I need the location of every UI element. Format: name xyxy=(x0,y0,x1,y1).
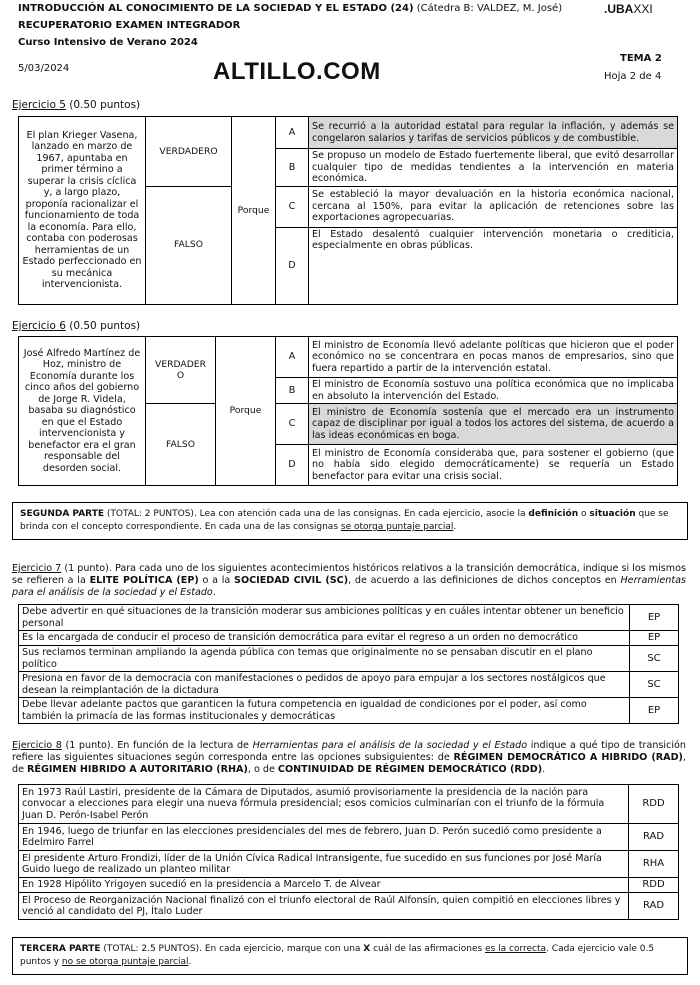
ex8-intro-2: indique a qué tipo de transición refiere las siguientes situaciones según corresponda entre las opciones subsiguientes: de xyxy=(12,740,686,763)
part3-underlined-1: es la correcta xyxy=(485,944,547,954)
course-title-bold: INTRODUCCIÓN AL CONOCIMIENTO DE LA SOCIEDAD Y EL ESTADO (24) xyxy=(18,3,414,14)
ex5-option-c[interactable]: Se estableció la mayor devaluación en la historia económica nacional, cercana al 150%, para evitar la aplicación de retenciones sobre las exportaciones agropecuarias. xyxy=(309,186,678,227)
ex7-intro-3: , de acuerdo a las definiciones de dichos conceptos en xyxy=(348,575,621,586)
page-indicator: Hoja 2 de 4 xyxy=(604,71,662,82)
watermark-logo: ALTILLO.COM xyxy=(213,58,381,85)
ex8-bold-rha: RÉGIMEN HIBRIDO A AUTORITARIO (RHA) xyxy=(27,764,248,775)
ex8-row-2-text: En 1946, luego de triunfar en las elecciones presidenciales del mes de febrero, Juan D. Perón sucedió como presidente a Edelmiro Farrel xyxy=(19,824,629,851)
part3-text-1: (TOTAL: 2.5 PUNTOS). En cada ejercicio, marque con una xyxy=(100,944,364,954)
ex8-row-1-answer[interactable]: RDD xyxy=(629,785,679,824)
ex8-row-3-answer[interactable]: RHA xyxy=(629,851,679,878)
ex5-letter-d[interactable]: D xyxy=(276,227,309,304)
ex6-letter-d[interactable]: D xyxy=(276,445,309,486)
ex5-letter-c[interactable]: C xyxy=(276,186,309,227)
part2-underlined: se otorga puntaje parcial xyxy=(340,522,454,532)
ex5-option-a[interactable]: Se recurrió a la autoridad estatal para regular la inflación, y además se congelaron salarios y tarifas de servicios públicos y de combustible. xyxy=(309,117,678,149)
ex8-book-title: Herramientas para el análisis de la sociedad y el Estado xyxy=(252,740,528,751)
ex7-intro-2: o a la xyxy=(198,575,235,586)
ex6-question: José Alfredo Martínez de Hoz, ministro de Economía durante los cinco años del gobierno de Jorge R. Videla, basaba su diagnóstico en que el Estado intervencionista y benefactor era el gran responsable del desorden social. xyxy=(19,337,146,486)
ex8-table xyxy=(18,784,679,920)
ex8-title: Ejercicio 8 xyxy=(12,740,62,751)
ex7-row-2-answer[interactable]: EP xyxy=(630,631,679,646)
ex8-intro-1: (1 punto). En función de la lectura de xyxy=(61,740,253,751)
ex5-letter-b[interactable]: B xyxy=(276,149,309,187)
ex6-letter-b[interactable]: B xyxy=(276,378,309,404)
ex7-row-4-answer[interactable]: SC xyxy=(630,672,679,698)
uba-logo-xxi: XXI xyxy=(633,2,653,16)
part2-text-3: que se brinda con el concepto correspondiente. En cada una de las consignas xyxy=(20,509,669,532)
ex5-table xyxy=(18,116,678,305)
course-term: Curso Intensivo de Verano 2024 xyxy=(18,37,198,48)
ex7-intro xyxy=(12,563,686,599)
ex6-letter-c[interactable]: C xyxy=(276,404,309,445)
part3-instructions xyxy=(12,937,688,975)
ex6-title-label: Ejercicio 6 xyxy=(12,320,66,332)
ex5-letter-a[interactable]: A xyxy=(276,117,309,149)
part2-title: SEGUNDA PARTE xyxy=(20,509,104,519)
ex8-bold-rad: RÉGIMEN DEMOCRÁTICO A HIBRIDO (RAD) xyxy=(453,752,683,763)
part3-title: TERCERA PARTE xyxy=(20,944,101,954)
ex5-true-option[interactable]: VERDADERO xyxy=(146,117,232,187)
ex7-row-1-answer[interactable]: EP xyxy=(630,605,679,631)
ex5-option-b[interactable]: Se propuso un modelo de Estado fuertemente liberal, que evitó desarrollar cualquier tipo de medidas tendientes a la intervención en materia económica. xyxy=(309,149,678,187)
part3-text-4: . xyxy=(188,957,192,967)
part3-text-3: . Cada ejercicio vale 0.5 puntos y xyxy=(20,944,655,967)
ex8-row-4-text: En 1928 Hipólito Yrigoyen sucedió en la presidencia a Marcelo T. de Alvear xyxy=(19,878,629,893)
ex8-row-5-answer[interactable]: RAD xyxy=(629,893,679,920)
ex7-intro-1: (1 punto). Para cada uno de los siguientes acontecimientos históricos relativos a la transición democrática, indique si los mismos se refieren a la xyxy=(12,563,686,586)
ex5-question: El plan Krieger Vasena, lanzado en marzo de 1967, apuntaba en primer término a superar la crisis cíclica y, a largo plazo, proponía racionalizar el funcionamiento de toda la economía. Para ello, contaba con poderosas herramientas de un Estado perfeccionado en su mecánica intervencionista. xyxy=(19,117,146,305)
part2-bold-2: situación xyxy=(589,509,636,519)
ex8-row-1-text: En 1973 Raúl Lastiri, presidente de la Cámara de Diputados, asumió provisoriamente la presidencia de la nación para convocar a elecciones para elegir una nueva fórmula presidencial; esos comicios culminarían con el triunfo de la fórmula Juan D. Perón-Isabel Perón xyxy=(19,785,629,824)
part2-bold-1: definición xyxy=(528,509,579,519)
ex5-points: (0.50 puntos) xyxy=(65,99,141,111)
ex7-bold-ep: ELITE POLÍTICA (EP) xyxy=(89,575,199,586)
ex7-intro-4: . xyxy=(212,587,216,598)
course-title xyxy=(18,2,578,16)
ex6-porque: Porque xyxy=(216,337,276,486)
ex6-option-a[interactable]: El ministro de Economía llevó adelante políticas que hicieron que el poder económico no se concentrara en pocas manos de empresarios, sino que fuera repartido a partir de la intervención estatal. xyxy=(309,337,678,378)
ex6-option-c[interactable]: El ministro de Economía sostenía que el mercado era un instrumento capaz de disciplinar por igual a todos los actores del sistema, de acuerdo a las ideas económicas en boga. xyxy=(309,404,678,445)
ex5-title xyxy=(12,99,140,111)
ex8-row-4-answer[interactable]: RDD xyxy=(629,878,679,893)
part3-underlined-2: no se otorga puntaje parcial xyxy=(61,957,189,967)
ex6-option-d[interactable]: El ministro de Economía consideraba que, para sostener el gobierno (que no había sido elegido democráticamente) se requería un Estado benefactor para evitar una crisis social. xyxy=(309,445,678,486)
ex7-row-5-text: Debe llevar adelante pactos que garanticen la futura competencia en igualdad de condiciones por el poder, así como también la primacía de las formas institucionales y democráticas xyxy=(19,698,630,724)
ex8-row-2-answer[interactable]: RAD xyxy=(629,824,679,851)
ex6-points: (0.50 puntos) xyxy=(65,320,141,332)
part3-text-2: cuál de las afirmaciones xyxy=(370,944,486,954)
ex5-title-label: Ejercicio 5 xyxy=(12,99,66,111)
ex8-row-5-text: El Proceso de Reorganización Nacional finalizó con el triunfo electoral de Raúl Alfonsín, quien compitió en elecciones libres y venció al candidato del PJ, Ítalo Luder xyxy=(19,893,629,920)
ex8-intro-5: . xyxy=(542,764,546,775)
ex6-title xyxy=(12,320,140,332)
ex7-row-4-text: Presiona en favor de la democracia con manifestaciones o pedidos de apoyo para empujar a los sectores nostálgicos que desean la reimplantación de la dictadura xyxy=(19,672,630,698)
part2-instructions xyxy=(12,502,688,540)
ex6-option-b[interactable]: El ministro de Economía sostuvo una política económica que no implicaba en absoluto la intervención del Estado. xyxy=(309,378,678,404)
exam-type: RECUPERATORIO EXAMEN INTEGRADOR xyxy=(18,20,241,31)
ex6-true-label-2: O xyxy=(176,370,185,381)
ex7-book-title: Herramientas para el análisis de la sociedad y el Estado xyxy=(12,575,686,598)
ex8-intro-3: , de xyxy=(12,752,686,775)
ex7-row-3-text: Sus reclamos terminan ampliando la agenda pública con temas que originalmente no se pensaban discutir en el plano político xyxy=(19,646,630,672)
ex6-table xyxy=(18,336,678,486)
part2-text-1: (TOTAL: 2 PUNTOS). Lea con atención cada una de las consignas. En cada ejercicio, asocie la xyxy=(103,509,529,519)
ex7-row-5-answer[interactable]: EP xyxy=(630,698,679,724)
ex5-false-option[interactable]: FALSO xyxy=(146,186,232,304)
uba-xxi-logo xyxy=(604,2,653,16)
ex6-false-option[interactable]: FALSO xyxy=(146,404,216,486)
ex7-row-2-text: Es la encargada de conducir el proceso de transición democrática para evitar el regreso a un orden no democrático xyxy=(19,631,630,646)
ex7-title: Ejercicio 7 xyxy=(12,563,62,574)
exam-date: 5/03/2024 xyxy=(18,63,70,74)
course-title-chair: (Cátedra B: VALDEZ, M. José) xyxy=(413,3,563,14)
ex7-row-3-answer[interactable]: SC xyxy=(630,646,679,672)
ex6-letter-a[interactable]: A xyxy=(276,337,309,378)
ex6-true-label-1: VERDADER xyxy=(155,358,206,370)
part2-text-4: . xyxy=(453,522,457,532)
ex7-bold-sc: SOCIEDAD CIVIL (SC) xyxy=(234,575,349,586)
ex8-intro xyxy=(12,740,686,776)
ex8-intro-4: , o de xyxy=(247,764,278,775)
ex8-bold-rdd: CONTINUIDAD DE RÉGIMEN DEMOCRÁTICO (RDD) xyxy=(277,764,543,775)
uba-logo-dot: .UBA xyxy=(604,2,634,16)
ex7-row-1-text: Debe advertir en qué situaciones de la transición moderar sus ambiciones políticas y en cuáles intentar obtener un beneficio personal xyxy=(19,605,630,631)
ex8-row-3-text: El presidente Arturo Frondizi, líder de la Unión Cívica Radical Intransigente, fue sucedido en sus funciones por José María Guido luego de realizado un planteo militar xyxy=(19,851,629,878)
ex5-option-d[interactable]: El Estado desalentó cualquier intervención monetaria o crediticia, especialmente en obras públicas. xyxy=(309,227,678,304)
tema-label: TEMA 2 xyxy=(620,53,662,64)
ex7-table xyxy=(18,604,679,724)
part2-text-2: o xyxy=(578,509,590,519)
ex5-porque: Porque xyxy=(232,117,276,305)
ex6-true-option[interactable] xyxy=(146,337,216,404)
part3-bold-x: X xyxy=(363,944,371,954)
